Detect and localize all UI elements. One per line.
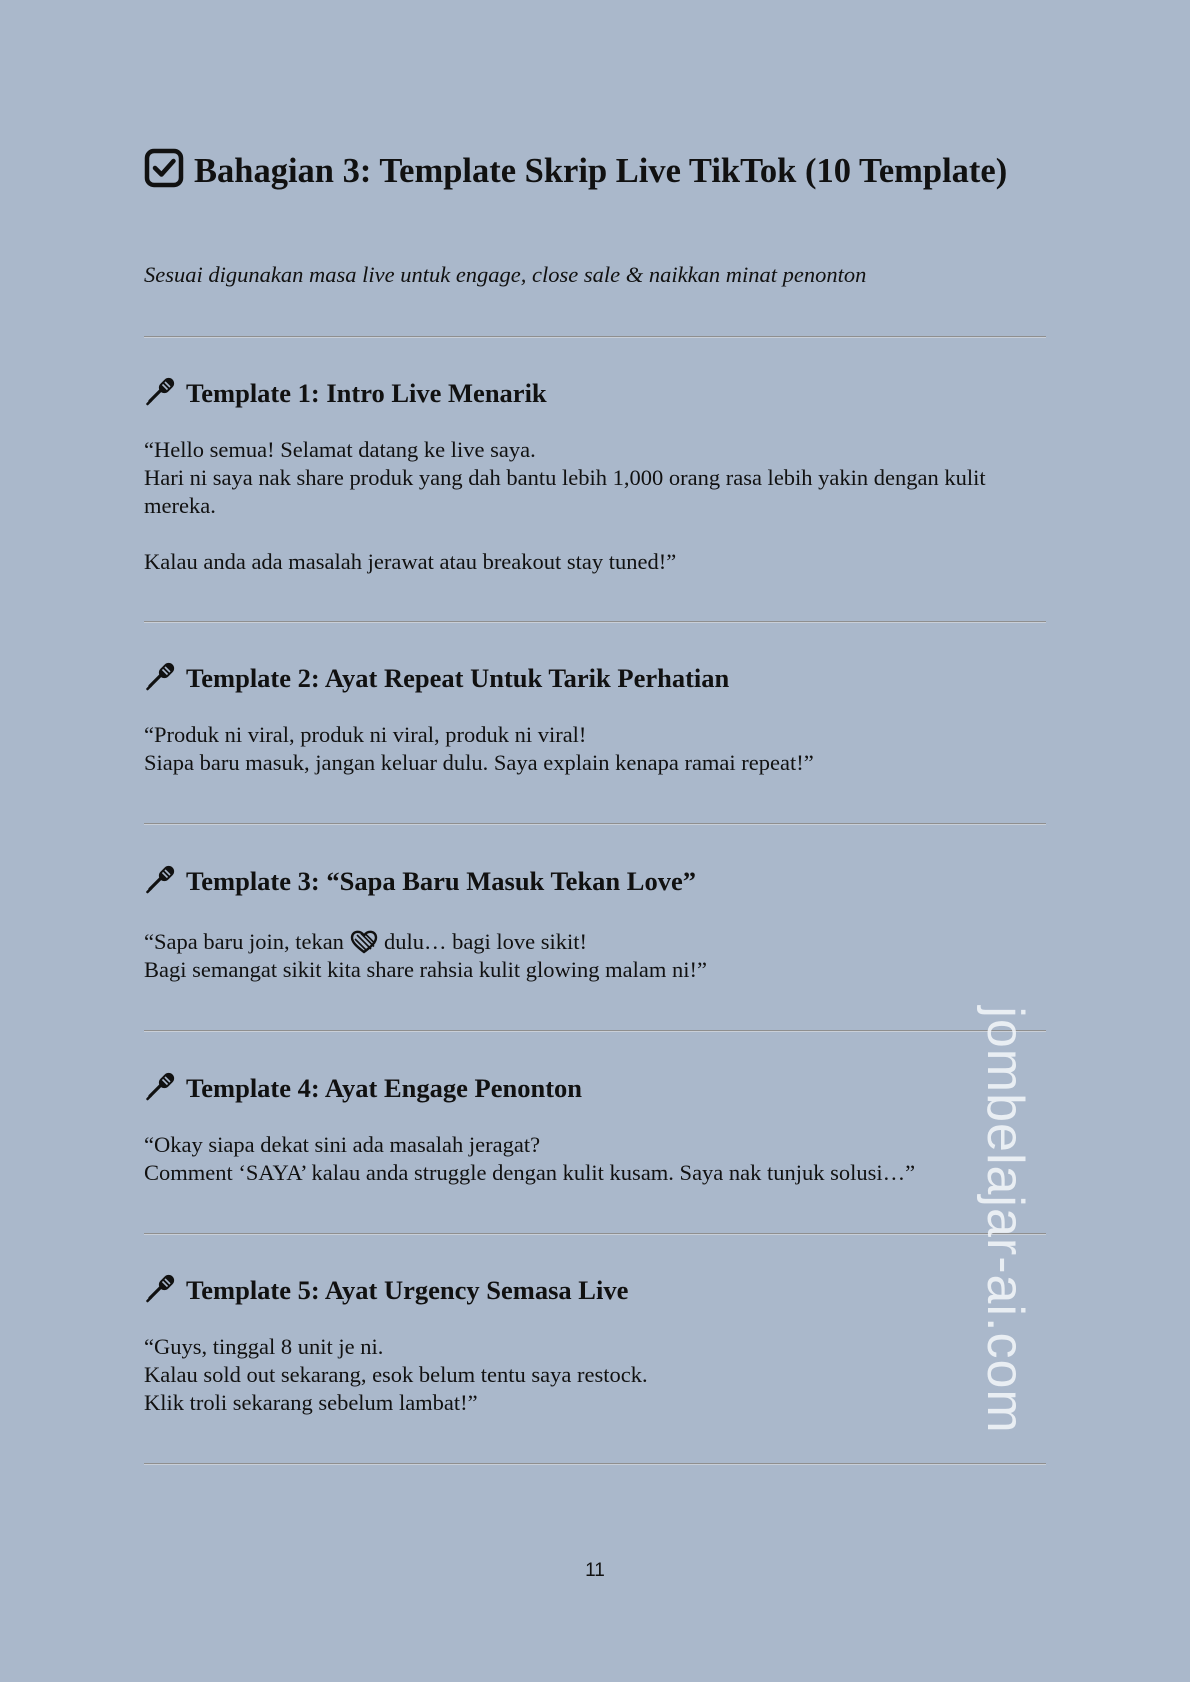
watermark-text: jombelajar-ai.com: [976, 1006, 1034, 1434]
microphone-icon: [144, 660, 176, 692]
template-1-line: Kalau anda ada masalah jerawat atau breakout stay tuned!”: [144, 549, 677, 574]
page-title: [144, 148, 1046, 192]
template-1-line: Hari ni saya nak share produk yang dah bantu lebih 1,000 orang rasa lebih yakin dengan kulit mereka.: [144, 465, 986, 518]
template-4-line: “Okay siapa dekat sini ada masalah jeragat?: [144, 1132, 541, 1157]
microphone-icon: [144, 1272, 176, 1304]
template-3-title: Template 3: “Sapa Baru Masuk Tekan Love”: [186, 866, 696, 896]
template-3-heading: [144, 863, 696, 898]
microphone-icon: [144, 863, 176, 895]
template-2-script: [144, 721, 1046, 777]
section-divider: [144, 1233, 1046, 1235]
template-2-line: Siapa baru masuk, jangan keluar dulu. Saya explain kenapa ramai repeat!”: [144, 750, 814, 775]
page-title-text: Bahagian 3: Template Skrip Live TikTok (10 Template): [194, 152, 1008, 190]
paragraph-gap: [144, 520, 1046, 548]
template-5-line: Kalau sold out sekarang, esok belum tentu saya restock.: [144, 1362, 648, 1387]
section-divider: [144, 1463, 1046, 1465]
section-divider: [144, 1030, 1046, 1032]
template-3-line: Bagi semangat sikit kita share rahsia kulit glowing malam ni!”: [144, 957, 707, 982]
template-5-line: “Guys, tinggal 8 unit je ni.: [144, 1334, 384, 1359]
template-5-title: Template 5: Ayat Urgency Semasa Live: [186, 1275, 629, 1305]
section-divider: [144, 823, 1046, 825]
template-1-title: Template 1: Intro Live Menarik: [186, 378, 547, 408]
template-3-line-start: “Sapa baru join, tekan: [144, 929, 344, 954]
template-2-line: “Produk ni viral, produk ni viral, produk ni viral!: [144, 722, 587, 747]
template-4-heading: [144, 1070, 582, 1105]
page-number: 11: [585, 1560, 605, 1581]
template-5-script: [144, 1333, 1046, 1417]
microphone-icon: [144, 1070, 176, 1102]
template-2-title: Template 2: Ayat Repeat Untuk Tarik Perhatian: [186, 663, 730, 693]
template-3-line: [144, 928, 1046, 956]
section-divider: [144, 621, 1046, 623]
template-4-title: Template 4: Ayat Engage Penonton: [186, 1073, 583, 1103]
heart-icon: [350, 930, 378, 954]
checkbox-checked-icon: [144, 148, 184, 188]
template-5-heading: [144, 1272, 628, 1307]
template-1-heading: [144, 375, 547, 410]
watermark: [965, 1006, 1045, 1434]
section-divider: [144, 336, 1046, 338]
template-5-line: Klik troli sekarang sebelum lambat!”: [144, 1390, 478, 1415]
page-subtitle: Sesuai digunakan masa live untuk engage, close sale & naikkan minat penonton: [144, 262, 867, 287]
template-3-line-end: dulu… bagi love sikit!: [383, 929, 588, 954]
template-1-script: [144, 436, 1046, 576]
microphone-icon: [144, 375, 176, 407]
template-4-script: [144, 1131, 1046, 1187]
template-3-script: [144, 928, 1046, 984]
template-2-heading: [144, 660, 729, 695]
template-1-line: “Hello semua! Selamat datang ke live saya.: [144, 437, 536, 462]
template-4-line: Comment ‘SAYA’ kalau anda struggle dengan kulit kusam. Saya nak tunjuk solusi…”: [144, 1160, 916, 1185]
document-page: [144, 0, 1046, 1682]
